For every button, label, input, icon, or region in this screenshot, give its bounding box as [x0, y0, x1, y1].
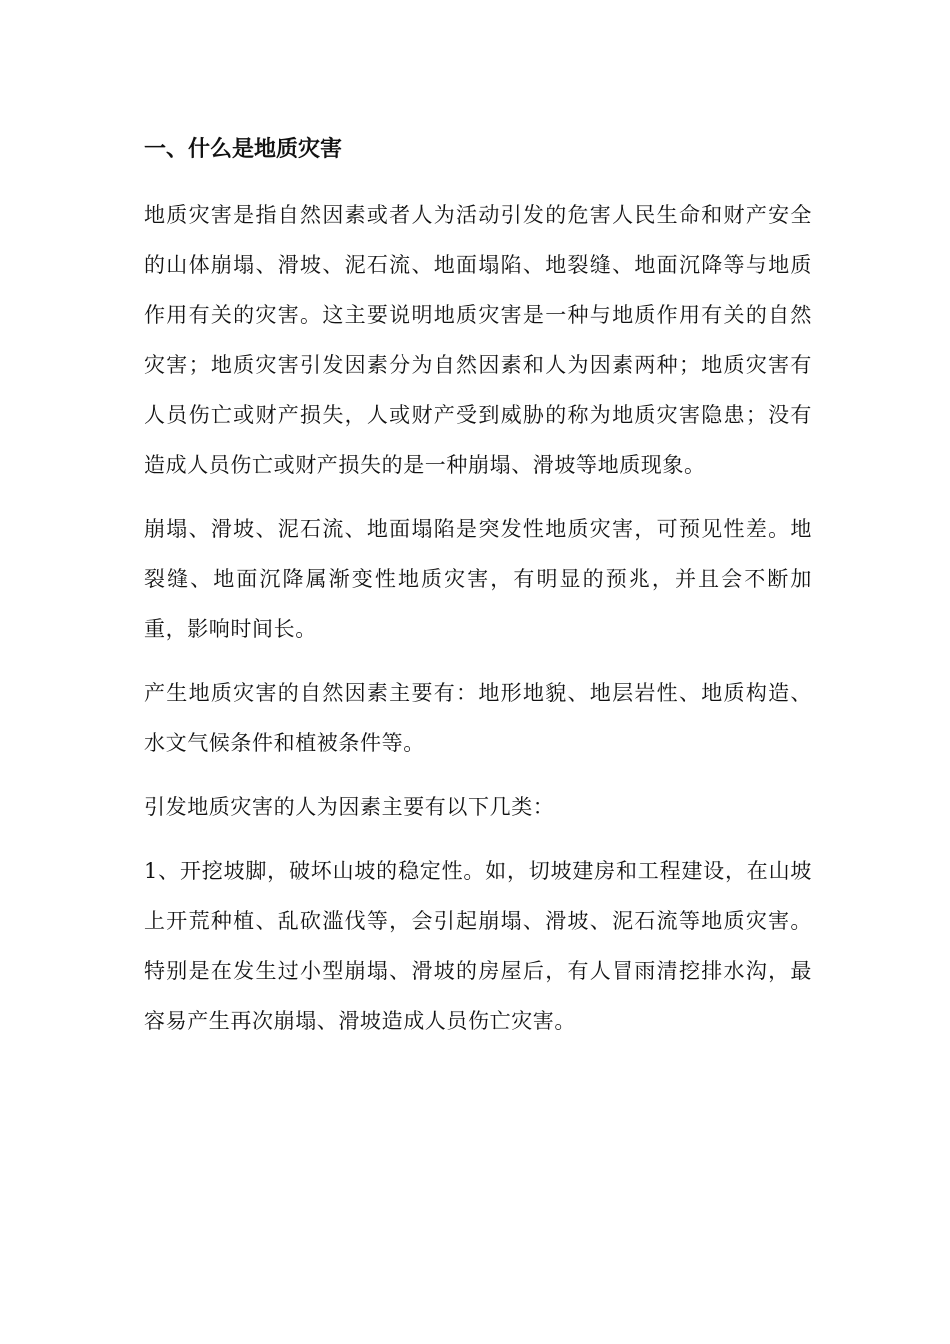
paragraph-definition: 地质灾害是指自然因素或者人为活动引发的危害人民生命和财产安全的山体崩塌、滑坡、泥石流、地面塌陷、地裂缝、地面沉降等与地质作用有关的灾害。这主要说明地质灾害是一种与地质作用有关的自然灾害；地质灾害引发因素分为自然因素和人为因素两种；地质灾害有人员伤亡或财产损失，人或财产受到威胁的称为地质灾害隐患；没有造成人员伤亡或财产损失的是一种崩塌、滑坡等地质现象。: [144, 203, 812, 477]
paragraph-human-factor-1: 1、开挖坡脚，破坏山坡的稳定性。如，切坡建房和工程建设，在山坡上开荒种植、乱砍滥伐等，会引起崩塌、滑坡、泥石流等地质灾害。特别是在发生过小型崩塌、滑坡的房屋后，有人冒雨清挖排水沟，最容易产生再次崩塌、滑坡造成人员伤亡灾害。: [144, 859, 812, 1033]
document-page: [144, 130, 812, 1060]
section-heading: 一、什么是地质灾害: [144, 137, 343, 162]
paragraph-types: 崩塌、滑坡、泥石流、地面塌陷是突发性地质灾害，可预见性差。地裂缝、地面沉降属渐变性地质灾害，有明显的预兆，并且会不断加重，影响时间长。: [144, 517, 812, 641]
paragraph-human-factors-intro: 引发地质灾害的人为因素主要有以下几类：: [144, 795, 555, 819]
paragraph-natural-factors: 产生地质灾害的自然因素主要有：地形地貌、地层岩性、地质构造、水文气候条件和植被条件等。: [144, 681, 812, 755]
